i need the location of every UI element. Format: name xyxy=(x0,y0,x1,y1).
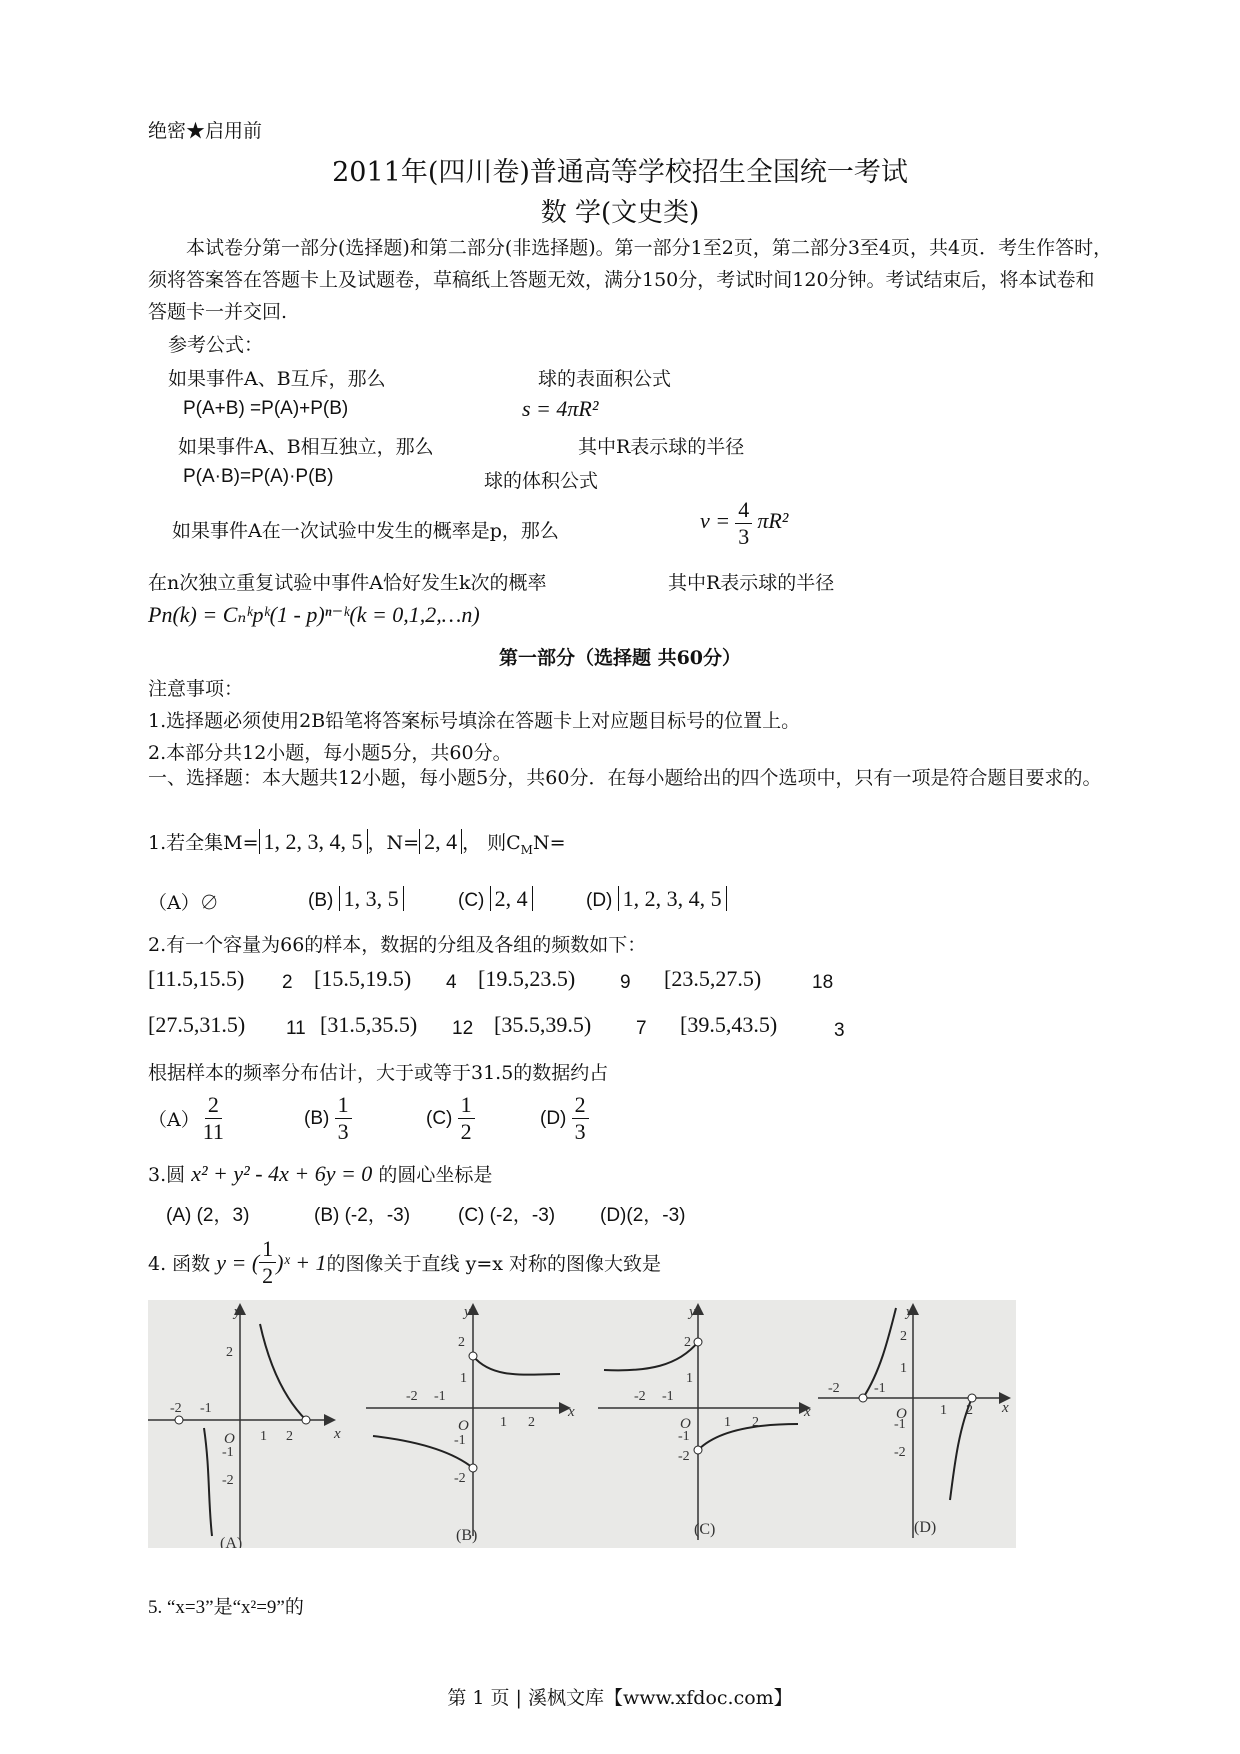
q2-option-b-denominator: 3 xyxy=(337,1119,349,1144)
intro-paragraph: 本试卷分第一部分(选择题)和第二部分(非选择题)。第一部分1至2页，第二部分3至4页，共4页．考生作答时，须将答案答在答题卡上及试题卷，草稿纸上答题无效，满分150分，考试时间120分钟。考试结束后，将本试卷和答题卡一并交回. xyxy=(148,237,1113,323)
q2-group-interval: [27.5,31.5) xyxy=(148,1012,246,1037)
q3-option-c: (C) (-2，-3) xyxy=(458,1205,556,1226)
volume-numerator: 4 xyxy=(735,497,752,524)
q1-option-c-set: 2, 4 xyxy=(490,886,533,911)
q1-subscript: M xyxy=(520,842,533,857)
graph-b-x-tick: -2 xyxy=(406,1389,418,1404)
volume-denominator: 3 xyxy=(738,524,750,549)
q1-stem-b: ，N= xyxy=(367,832,420,854)
graph-b-y-tick: 2 xyxy=(458,1335,465,1350)
q2-group-interval: [31.5,35.5) xyxy=(320,1012,418,1037)
q4-stem-a: 4. 函数 xyxy=(148,1253,211,1275)
graph-a-y-tick: -1 xyxy=(222,1445,234,1460)
graph-a xyxy=(148,1304,341,1548)
q2-group-frequency: 2 xyxy=(282,972,293,993)
formula-left-4: P(A·B)=P(A)·P(B) xyxy=(183,466,334,487)
q3-option-a: (A) (2，3) xyxy=(166,1205,250,1226)
q2-option-c-label: (C) xyxy=(426,1107,453,1129)
graph-a-x-label: x xyxy=(334,1426,341,1442)
q4-graphs-svg xyxy=(148,1300,1016,1548)
q3-option-d: (D)(2，-3) xyxy=(600,1205,686,1226)
q2-group-interval: [35.5,39.5) xyxy=(494,1012,592,1037)
q4-stem xyxy=(148,1236,661,1289)
q2-option-c-numerator: 1 xyxy=(458,1092,475,1119)
formula-right-4: 球的体积公式 xyxy=(484,470,599,492)
q2-group-interval: [11.5,15.5) xyxy=(148,966,245,991)
page-subtitle: 数 学(文史类) xyxy=(540,198,700,228)
graph-a-y-tick: -2 xyxy=(222,1473,234,1488)
graph-c-x-tick: 1 xyxy=(724,1415,731,1430)
graph-a-y-tick: 2 xyxy=(226,1345,233,1360)
section1-instructions: 一、选择题：本大题共12小题，每小题5分，共60分．在每小题给出的四个选项中，只有一项是符合题目要求的。 xyxy=(148,767,1102,789)
graph-d-x-tick: 2 xyxy=(966,1403,973,1418)
graph-a-origin: O xyxy=(224,1431,235,1447)
graph-a-x-tick: -2 xyxy=(170,1401,182,1416)
q1-option-b-set: 1, 3, 5 xyxy=(339,886,404,911)
q2-option-c xyxy=(426,1092,475,1145)
graph-d-y-tick: -2 xyxy=(894,1445,906,1460)
q1-option-b xyxy=(308,886,404,912)
volume-fraction xyxy=(735,497,752,550)
q4-function-lhs: y = ( xyxy=(216,1249,260,1275)
graph-b-y-tick: -2 xyxy=(454,1471,466,1486)
graph-c-y-label: y xyxy=(689,1304,696,1320)
graph-c-y-tick: 2 xyxy=(684,1335,691,1350)
q1-stem-c: ， 则C xyxy=(462,832,521,854)
q1-stem-a: 1.若全集M= xyxy=(148,832,259,854)
formula-left-3: 如果事件A、B相互独立，那么 xyxy=(178,436,434,458)
graph-c-x-label: x xyxy=(804,1404,811,1420)
graph-c-x-tick: -2 xyxy=(634,1389,646,1404)
q2-option-b-numerator: 1 xyxy=(335,1092,352,1119)
q4-graph-photo xyxy=(148,1300,1016,1548)
graph-d-x-label: x xyxy=(1002,1400,1009,1416)
graph-c-x-tick: -1 xyxy=(662,1389,674,1404)
graph-b-x-tick: -1 xyxy=(434,1389,446,1404)
formula-right-6: 其中R表示球的半径 xyxy=(668,572,835,594)
graph-d xyxy=(818,1304,1009,1538)
q2-option-d-denominator: 3 xyxy=(574,1119,586,1144)
q2-stem: 2.有一个容量为66的样本，数据的分组及各组的频数如下： xyxy=(148,934,647,956)
q5-stem: 5. “x=3”是“x²=9”的 xyxy=(148,1597,304,1618)
graph-b-x-label: x xyxy=(568,1404,575,1420)
q2-group-frequency: 12 xyxy=(452,1018,474,1039)
graph-b-x-tick: 1 xyxy=(500,1415,507,1430)
sphere-area-formula: s = 4πR² xyxy=(522,396,599,421)
q4-function-denominator: 2 xyxy=(262,1263,274,1288)
q1-stem-d: N= xyxy=(532,832,566,854)
formula-heading: 参考公式： xyxy=(168,334,264,356)
q2-option-a-denominator: 11 xyxy=(202,1119,224,1144)
set-n: 2, 4 xyxy=(419,829,462,854)
formula-left-2: P(A+B) =P(A)+P(B) xyxy=(183,398,349,419)
q2-option-d-label: (D) xyxy=(540,1107,567,1129)
q2-option-c-denominator: 2 xyxy=(460,1119,472,1144)
volume-rhs: πR² xyxy=(757,508,789,533)
q2-group-frequency: 18 xyxy=(812,972,834,993)
q3-option-b: (B) (-2，-3) xyxy=(314,1205,411,1226)
graph-d-label: (D) xyxy=(914,1519,937,1536)
graph-d-y-tick: 1 xyxy=(900,1361,907,1376)
graph-b-y-tick: -1 xyxy=(454,1433,466,1448)
graph-a-label: (A) xyxy=(220,1535,243,1548)
graph-a-x-tick: 1 xyxy=(260,1429,267,1444)
q1-option-c-label: (C) xyxy=(458,890,485,911)
page-footer: 第 1 页 | 溪枫文库【www.xfdoc.com】 xyxy=(447,1687,793,1709)
formula-right-3: 其中R表示球的半径 xyxy=(578,436,745,458)
q2-option-a xyxy=(148,1092,227,1145)
q4-function-numerator: 1 xyxy=(259,1236,276,1263)
graph-d-x-tick: -1 xyxy=(874,1381,886,1396)
formula-left-1: 如果事件A、B互斥，那么 xyxy=(168,368,386,390)
q2-group-interval: [19.5,23.5) xyxy=(478,966,576,991)
q2-option-b-label: (B) xyxy=(304,1107,330,1129)
binomial-formula: Pn(k) = Cₙᵏpᵏ(1 - p)ⁿ⁻ᵏ(k = 0,1,2,…n) xyxy=(148,602,480,627)
graph-c-origin: O xyxy=(680,1416,691,1432)
q2-option-d xyxy=(540,1092,589,1145)
volume-lhs: v = xyxy=(700,508,731,533)
q2-group-interval: [15.5,19.5) xyxy=(314,966,412,991)
graph-b-y-tick: 1 xyxy=(460,1371,467,1386)
q2-group-interval: [23.5,27.5) xyxy=(664,966,762,991)
q2-group-frequency: 4 xyxy=(446,972,457,993)
graph-a-y-label: y xyxy=(234,1304,241,1320)
graph-d-x-tick: 1 xyxy=(940,1403,947,1418)
graph-d-y-tick: -1 xyxy=(894,1417,906,1432)
q1-option-d-set: 1, 2, 3, 4, 5 xyxy=(618,886,727,911)
q1-stem xyxy=(148,828,565,857)
page-title: 2011年(四川卷)普通高等学校招生全国统一考试 xyxy=(332,157,908,188)
notice-item-2: 2.本部分共12小题，每小题5分，共60分。 xyxy=(148,742,512,764)
formula-right-1: 球的表面积公式 xyxy=(538,368,672,390)
graph-d-x-tick: -2 xyxy=(828,1381,840,1396)
graph-b xyxy=(366,1304,575,1544)
graph-b-y-label: y xyxy=(464,1304,471,1320)
q3-stem-a: 3.圆 xyxy=(148,1164,186,1186)
q1-option-d xyxy=(586,886,727,912)
graph-d-origin: O xyxy=(896,1406,907,1422)
set-m: 1, 2, 3, 4, 5 xyxy=(259,829,368,854)
circle-equation: x² + y² - 4x + 6y = 0 xyxy=(191,1161,373,1186)
q1-option-b-label: (B) xyxy=(308,890,334,911)
part1-heading: 第一部分（选择题 共60分） xyxy=(498,647,742,669)
graph-c-y-tick: -2 xyxy=(678,1449,690,1464)
formula-left-6: 在n次独立重复试验中事件A恰好发生k次的概率 xyxy=(148,572,547,594)
graph-d-y-label: y xyxy=(906,1304,913,1320)
q4-function-rhs: )ˣ + 1 xyxy=(276,1249,327,1275)
graph-a-x-tick: -1 xyxy=(200,1401,212,1416)
q2-question: 根据样本的频率分布估计，大于或等于31.5的数据约占 xyxy=(148,1062,609,1084)
formula-left-5: 如果事件A在一次试验中发生的概率是p，那么 xyxy=(172,520,559,542)
graph-c-y-tick: -1 xyxy=(678,1429,690,1444)
graph-d-y-tick: 2 xyxy=(900,1329,907,1344)
graph-c-x-tick: 2 xyxy=(752,1415,759,1430)
q3-stem xyxy=(148,1160,492,1187)
q1-option-d-label: (D) xyxy=(586,890,613,911)
notice-item-1: 1.选择题必须使用2B铅笔将答案标号填涂在答题卡上对应题目标号的位置上。 xyxy=(148,710,801,732)
q2-group-frequency: 11 xyxy=(286,1018,306,1039)
q2-option-a-numerator: 2 xyxy=(205,1092,222,1119)
q4-stem-b: 的图像关于直线 y=x 对称的图像大致是 xyxy=(326,1253,661,1275)
graph-b-origin: O xyxy=(458,1418,469,1434)
q2-group-interval: [39.5,43.5) xyxy=(680,1012,778,1037)
graph-c xyxy=(598,1304,811,1540)
q2-group-frequency: 7 xyxy=(636,1018,647,1039)
q1-option-c xyxy=(458,886,533,912)
graph-c-y-tick: 1 xyxy=(686,1371,693,1386)
q2-group-frequency: 3 xyxy=(834,1020,845,1041)
q2-option-a-label: （A） xyxy=(148,1109,200,1131)
q2-group-frequency: 9 xyxy=(620,972,631,993)
q1-option-a: （A）∅ xyxy=(148,892,219,914)
secret-label: 绝密★启用前 xyxy=(148,120,263,142)
graph-b-x-tick: 2 xyxy=(528,1415,535,1430)
q2-option-b xyxy=(304,1092,352,1145)
graph-a-x-tick: 2 xyxy=(286,1429,293,1444)
notice-heading: 注意事项： xyxy=(148,678,244,700)
sphere-volume-formula xyxy=(700,497,788,550)
q3-stem-b: 的圆心坐标是 xyxy=(378,1164,493,1186)
graph-c-label: (C) xyxy=(694,1521,716,1538)
graph-b-label: (B) xyxy=(456,1527,478,1544)
q2-option-d-numerator: 2 xyxy=(572,1092,589,1119)
